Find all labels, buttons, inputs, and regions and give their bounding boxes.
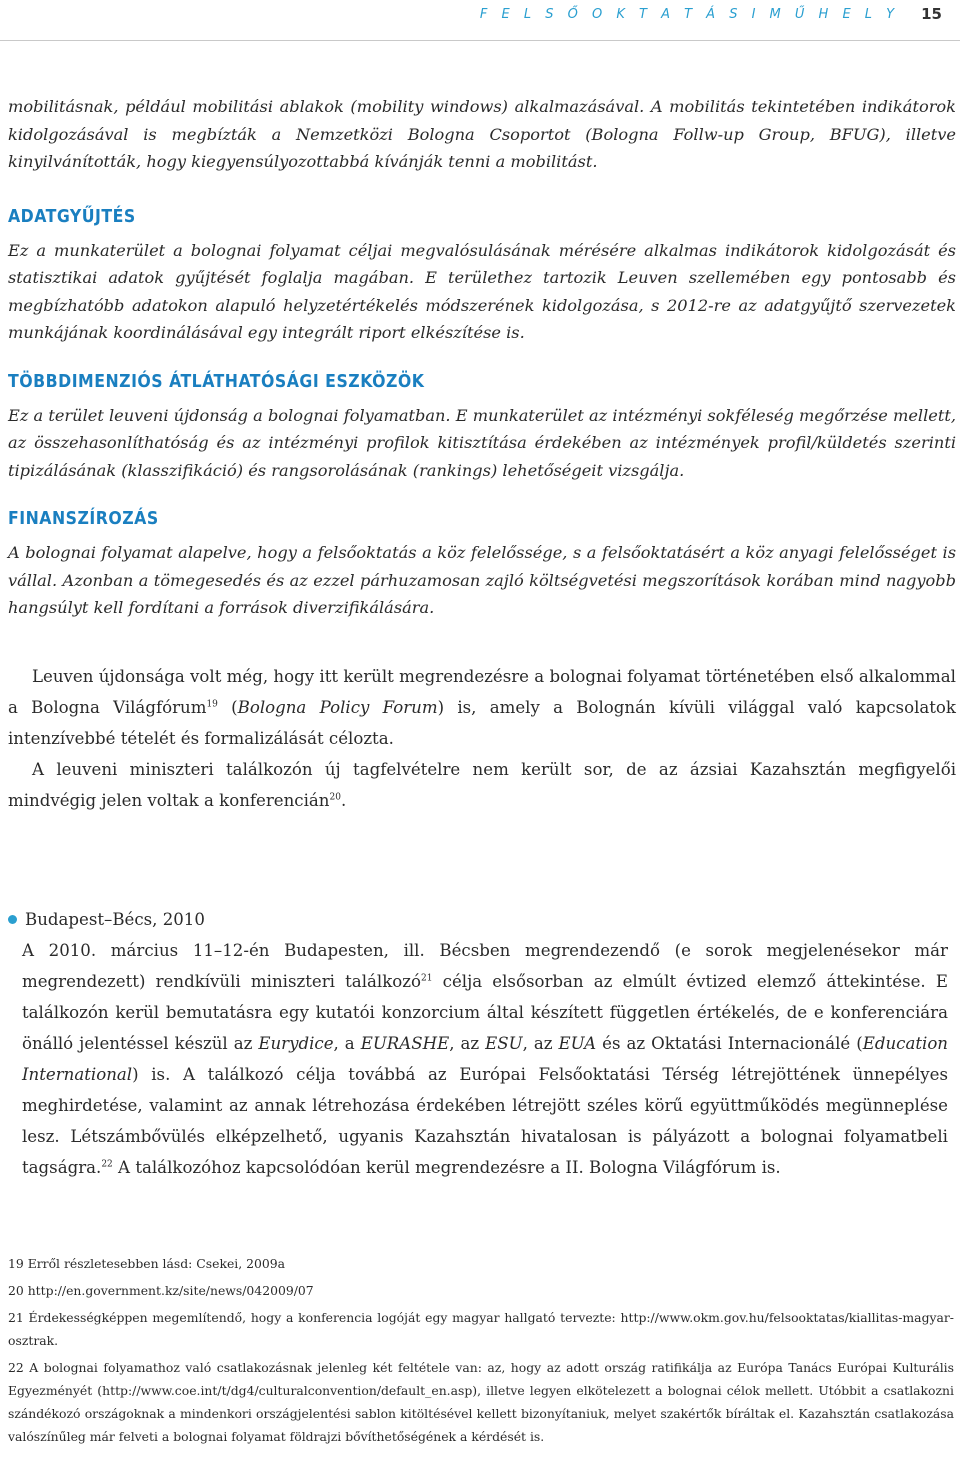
page-number: 15 bbox=[921, 5, 942, 23]
bullet-title: Budapest–Bécs, 2010 bbox=[25, 910, 205, 929]
section-heading-atlathatosag: TÖBBDIMENZIÓS ÁTLÁTHATÓSÁGI ESZKÖZÖK bbox=[8, 371, 425, 392]
intro-paragraph: mobilitásnak, például mobilitási ablakok (mobility windows) alkalmazásával. A mobilitás tekintetében indikátorok kidolgozásával is megbízták a Nemzetközi Bologna Csoportot (Bologna Follw-up Group, BFUG), illetve kinyilvánították, hogy kiegyensúlyozottabbá kívánják tenni a mobilitást. bbox=[8, 97, 956, 171]
footnote-20: 20 http://en.government.kz/site/news/042009/07 bbox=[8, 1283, 314, 1298]
footnote-ref-20: 20 bbox=[329, 791, 341, 802]
footnotes bbox=[8, 1252, 954, 1452]
bullet-paragraph: A 2010. március 11–12-én Budapesten, ill. Bécsben megrendezendő (e sorok megjelenésekor már megrendezett) rendkívüli miniszteri találkozó$^{21}$ célja elsősorban az elmúlt évtized elemző áttekintése. E találkozón kerül bemutatásra egy kutatói konzorcium által készített független értékelés, de e konferenciára önálló jelentéssel készül az Eurydice, a EURASHE, az ESU, az EUA és az Oktatási Internacionálé (Education International) is. A találkozó célja továbbá az Európai Felsőoktatási Térség létrejöttének ünnepélyes meghirdetése, valamint az annak létrehozása érdekében létrejött széles körű együttműködés megünneplése lesz. Létszámbővülés elképzelhető, ugyanis Kazahsztán hivatalosan is pályázott a bolognai folyamatbeli tagságra.$^{22}$ A találkozóhoz kapcsolódóan kerül megrendezésre a II. Bologna Világfórum is. bbox=[22, 941, 948, 1177]
bullet-dot-icon bbox=[8, 915, 17, 924]
section-text-finanszirozas: A bolognai folyamat alapelve, hogy a felsőoktatás a köz felelőssége, s a felsőoktatásért a köz anyagi felelősséget is vállal. Azonban a tömegesedés és az ezzel párhuzamosan zajló költségvetési megszorítások korában mind nagyobb hangsúlyt kell fordítani a források diverzifikálására. bbox=[8, 543, 956, 617]
bullet-heading bbox=[8, 904, 948, 935]
body-paragraph-leuven: Leuven újdonsága volt még, hogy itt került megrendezésre a bolognai folyamat történetében első alkalommal a Bologna Világfórum$^{19}$ (Bologna Policy Forum) is, amely a Bolognán kívüli világgal való kapcsolatok intenzívebbé tételét és formalizálását célozta. bbox=[8, 666, 956, 748]
bullet-section bbox=[8, 904, 948, 1183]
footnote-19: 19 Erről részletesebben lásd: Csekei, 2009a bbox=[8, 1256, 286, 1271]
section-heading-finanszirozas: FINANSZÍROZÁS bbox=[8, 509, 159, 529]
running-header bbox=[480, 0, 942, 28]
section-heading-adatgyujtes: ADATGYŰJTÉS bbox=[8, 206, 136, 227]
footnote-ref-22: 22 bbox=[101, 1159, 113, 1170]
footnote-ref-19: 19 bbox=[206, 698, 218, 709]
section-text-atlathatosag: Ez a terület leuveni újdonság a bolognai folyamatban. E munkaterület az intézményi sokféleség megőrzése mellett, az összehasonlíthatóság és az intézményi profilok kitisztítása érdekében az intézmények profil/küldetés szerinti tipizálásának (klasszifikáció) és rangsorolásának (rankings) lehetőségeit vizsgálja. bbox=[8, 405, 956, 480]
body-paragraph-kazahsztan: A leuveni miniszteri találkozón új tagfelvételre nem került sor, de az ázsiai Kazahsztán megfigyelői mindvégig jelen voltak a konferencián$^{20}$. bbox=[8, 759, 956, 810]
section-text-adatgyujtes: Ez a munkaterület a bolognai folyamat céljai megvalósulásának mérésére alkalmas indikátorok kidolgozását és statisztikai adatok gyűjtését foglalja magában. E területhez tartozik Leuven szellemében egy pontosabb és megbízhatóbb adatokon alapuló helyzetértékelés módszerének kidolgozása, s 2012-re az adatgyűjtő szervezetek munkájának koordinálásával egy integrált riport elkészítése is. bbox=[8, 240, 956, 342]
footnote-ref-21: 21 bbox=[421, 973, 433, 984]
journal-title: F E L S Ő O K T A T Á S I M Ű H E L Y bbox=[479, 6, 900, 22]
footnote-21: 21 Érdekességképpen megemlítendő, hogy a konferencia logóját egy magyar hallgató tervezte: http://www.okm.gov.hu/felsooktatas/kiallitas-magyar-osztrak. bbox=[8, 1310, 954, 1348]
header-rule bbox=[0, 40, 960, 41]
main-content bbox=[8, 93, 956, 816]
footnote-22: 22 A bolognai folyamathoz való csatlakozásnak jelenleg két feltétele van: az, hogy az adott ország ratifikálja az Európa Tanács Európai Kulturális Egyezményét (http://www.coe.int/t/dg4/culturalconvention/default_en.asp), illetve legyen elkötelezett a bolognai célok mellett. Utóbbit a csatlakozni szándékozó országoknak a mindenkori országjelentési sablon kitöltésével kellett bizonyítaniuk, melyet szakértők bíráltak el. Kazahsztán csatlakozása valószínűleg már felveti a bolognai folyamat földrajzi bővíthetőségének a kérdését is. bbox=[8, 1360, 954, 1444]
